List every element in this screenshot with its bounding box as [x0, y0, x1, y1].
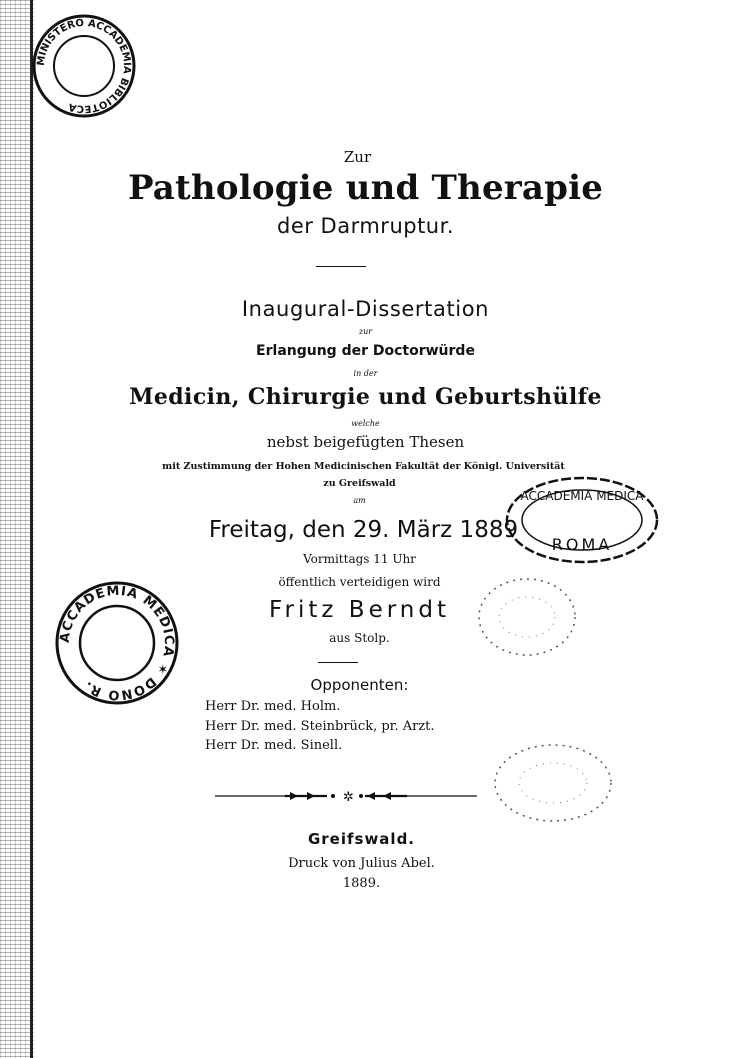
separator-rule-2	[318, 662, 358, 663]
connector-am: am	[353, 496, 366, 505]
accademia-medica-stamp-right	[502, 470, 662, 570]
connector-zur: zur	[358, 327, 373, 336]
purpose-line: Erlangung der Doctorwürde	[256, 343, 475, 359]
location-line: zu Greifswald	[323, 478, 396, 489]
defense-time: Vormittags 11 Uhr	[303, 552, 416, 566]
separator-rule-1	[316, 266, 366, 267]
faint-stamp-impression-2	[488, 738, 618, 828]
publication-year: 1889.	[342, 876, 381, 891]
svg-text:MINISTERO ACCADEMIA BIBLIOTECA	[36, 18, 132, 114]
stamp-left-text: ACCADEMIA MEDICA ✶ DONO R.	[57, 583, 177, 703]
connector-welche: welche	[351, 419, 380, 428]
opponent-1: Herr Dr. med. Holm.	[205, 699, 341, 714]
opponent-3: Herr Dr. med. Sinell.	[205, 738, 343, 753]
opponent-2: Herr Dr. med. Steinbrück, pr. Arzt.	[205, 719, 435, 734]
stamp-right-top-text: ACCADEMIA MEDICA	[520, 489, 644, 503]
author-origin: aus Stolp.	[329, 631, 390, 645]
theses-line: nebst beigefügten Thesen	[266, 433, 465, 451]
consent-line: mit Zustimmung der Hohen Medicinischen Fakultät der Königl. Universität	[162, 461, 565, 472]
ornamental-rule	[215, 788, 477, 804]
fields-line: Medicin, Chirurgie und Geburtshülfe	[129, 384, 602, 410]
accademia-medica-stamp-left	[52, 578, 182, 708]
svg-text:✲: ✲	[343, 790, 354, 804]
title-prefix: Zur	[343, 148, 372, 166]
printer-line: Druck von Julius Abel.	[288, 856, 435, 871]
subtitle: der Darmruptur.	[276, 214, 455, 238]
stamp-top-left-text: MINISTERO ACCADEMIA BIBLIOTECA	[35, 17, 133, 115]
author-name: Fritz Berndt	[269, 597, 450, 623]
stamp-right-bottom-text: ROMA	[551, 535, 613, 554]
library-stamp-top-left	[28, 10, 140, 122]
defense-line: öffentlich verteidigen wird	[278, 575, 441, 589]
opponents-heading: Opponenten:	[310, 676, 409, 694]
faint-stamp-impression-1	[472, 572, 582, 662]
document-type: Inaugural-Dissertation	[241, 297, 490, 321]
publication-city: Greifswald.	[307, 830, 416, 848]
defense-date: Freitag, den 29. März 1889	[208, 517, 519, 543]
main-title: Pathologie und Therapie	[127, 168, 604, 208]
connector-in-der: in der	[353, 369, 378, 378]
